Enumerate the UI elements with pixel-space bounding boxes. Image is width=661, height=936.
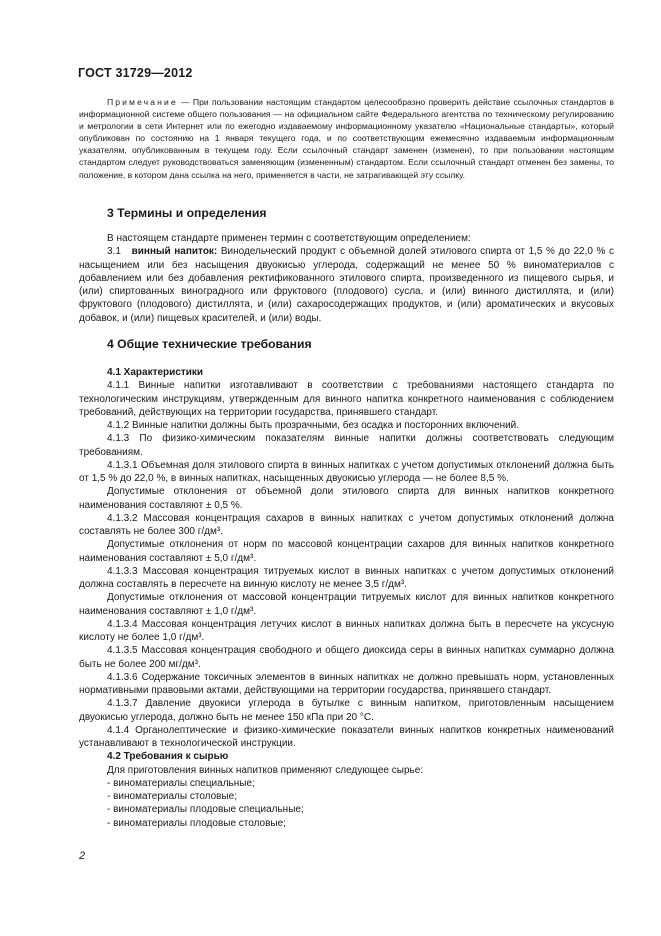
list-item: - виноматериалы специальные; bbox=[107, 777, 255, 789]
list-item: - виноматериалы плодовые столовые; bbox=[107, 817, 286, 829]
section-4-heading: 4 Общие технические требования bbox=[107, 337, 312, 351]
paragraph: Для приготовления винных напитков применяют следующее сырье: bbox=[107, 764, 424, 776]
note-text: — При пользовании настоящим стандартом целесообразно проверить действие ссылочных стандартов в информационной системе общего пользования — на официальном сайте Федерального агентства по техническому регулированию и метрологии в сети Интернет или по ежегодно издаваемому информационному указателю «Национальные стандарты», который опубликован по состоянию на 1 января текущего года, и по соответствующим ежемесячно издаваемым информационным указателям, опубликованным в текущем году. Если ссылочный стандарт заменен (изменен), то при пользовании настоящим стандартом следует руководствоваться заменяющим (измененным) стандартом. Если ссылочный стандарт отменен без замены, то положение, в котором дана ссылка на него, применяется в части, не затрагивающей эту ссылку. bbox=[79, 97, 614, 180]
paragraph: Допустимые отклонения от норм по массовой концентрации сахаров для винных напитков конкретного наименования составляют ± 5,0 г/дм³. bbox=[79, 539, 614, 564]
paragraph: 4.1.3.1 Объемная доля этилового спирта в винных напитках с учетом допустимых отклонений должна быть от 1,5 % до 22,0 %, в винных напитках, насыщенных двуокисью углерода — не более 8,5 %. bbox=[79, 459, 614, 484]
term-definition bbox=[79, 245, 614, 325]
paragraph: 4.1.2 Винные напитки должны быть прозрачными, без осадка и посторонних включений. bbox=[107, 420, 520, 431]
subsection-4-1-heading: 4.1 Характеристики bbox=[107, 367, 204, 378]
paragraph: Допустимые отклонения от массовой концентрации титруемых кислот для винных напитков конкретного наименования составляют ± 1,0 г/дм³. bbox=[79, 592, 614, 617]
section-4-body bbox=[79, 366, 614, 830]
paragraph: Допустимые отклонения от объемной доли этилового спирта для винных напитков конкретного наименования составляют ± 0,5 %. bbox=[79, 486, 614, 511]
document-header: ГОСТ 31729—2012 bbox=[78, 66, 193, 80]
subsection-4-2-heading: 4.2 Требования к сырью bbox=[107, 751, 229, 763]
paragraph: 4.1.3.3 Массовая концентрация титруемых кислот в винных напитках с учетом допустимых отклонений должна составлять в пересчете на винную кислоту не менее 3,5 г/дм³. bbox=[79, 565, 614, 590]
term-number: 3.1 bbox=[107, 246, 121, 258]
paragraph: 4.1.3.4 Массовая концентрация летучих кислот в винных напитках должна быть в пересчете на уксусную кислоту не более 1,0 г/дм³. bbox=[79, 618, 614, 643]
paragraph: 4.1.3.6 Содержание токсичных элементов в винных напитках не должно превышать норм, установленных нормативными правовыми актами, действующими на территории государства, принявшего стандарт. bbox=[79, 671, 614, 696]
term-text: Винодельческий продукт с объемной долей этилового спирта от 1,5 % до 22,0 % с насыщением или без насыщения двуокисью углерода, содержащий не менее 50 % виноматериалов с добавлением или без добавления ректификованного этилового спирта, произведенного из пищевого сырья, и (или) спиртованных виноградного или фруктового (плодового) сусла, и (или) винного дистиллята, и (или) фруктового (плодового) дистиллята, и (или) сахаросодержащих продуктов, и (или) ароматических и вкусовых добавок, и (или) пищевых красителей, и (или) воды. bbox=[79, 246, 614, 324]
paragraph: 4.1.1 Винные напитки изготавливают в соответствии с требованиями настоящего стандарта по технологическим инструкциям, утвержденным для винного напитка конкретного наименования с соблюдением требований, действующих на территории государства, принявшего стандарт. bbox=[79, 380, 614, 418]
section-3-intro: В настоящем стандарте применен термин с соответствующим определением: bbox=[107, 233, 471, 244]
term-name: винный напиток: bbox=[131, 246, 218, 258]
paragraph: 4.1.3.5 Массовая концентрация свободного и общего диоксида серы в винных напитках суммарно должна быть не более 200 мг/дм³. bbox=[79, 645, 614, 670]
page-number: 2 bbox=[79, 850, 86, 862]
list-item: - виноматериалы плодовые специальные; bbox=[107, 804, 304, 816]
reference-note bbox=[79, 96, 614, 181]
paragraph: 4.1.4 Органолептические и физико-химические показатели винных напитков конкретных наименований устанавливают в технологической инструкции. bbox=[79, 724, 614, 749]
note-label: Примечание bbox=[107, 97, 178, 107]
paragraph: 4.1.3.2 Массовая концентрация сахаров в винных напитках с учетом допустимых отклонений должна составлять не более 300 г/дм³. bbox=[79, 512, 614, 537]
list-item: - виноматериалы столовые; bbox=[107, 791, 238, 802]
section-3-body bbox=[79, 232, 614, 325]
section-3-heading: 3 Термины и определения bbox=[107, 206, 267, 220]
paragraph: 4.1.3 По физико-химическим показателям винные напитки должны соответствовать следующим требованиям. bbox=[79, 433, 614, 458]
paragraph: 4.1.3.7 Давление двуокиси углерода в бутылке с винным напитком, приготовленным насыщением двуокисью углерода, должно быть не менее 150 кПа при 20 °С. bbox=[79, 698, 614, 723]
